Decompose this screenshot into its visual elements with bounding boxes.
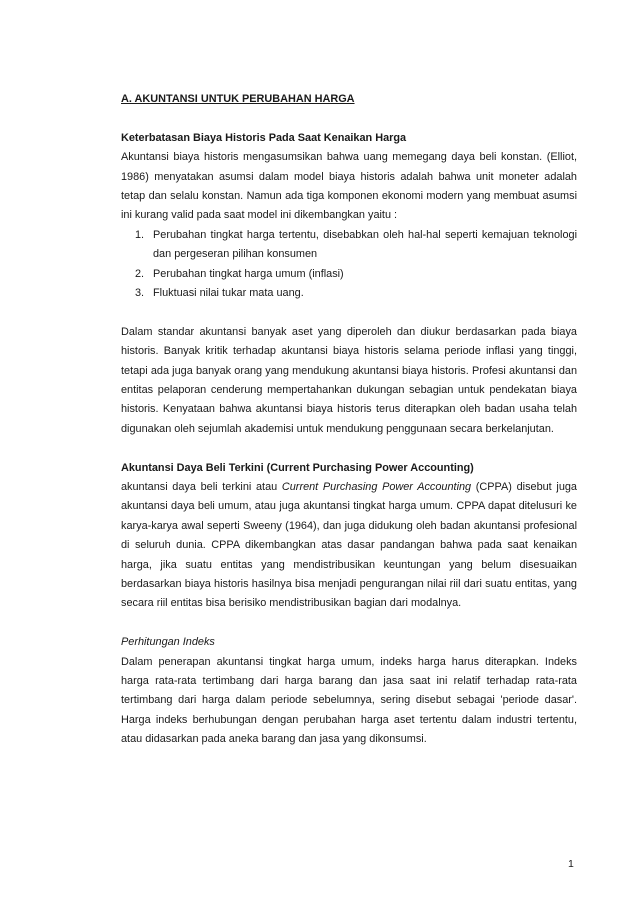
cppa-text-rest: (CPPA) disebut juga akuntansi daya beli umum, atau juga akuntansi tingkat harga umum. CPPA dapat ditelusuri ke karya-karya awal seperti Sweeny (1964), dan juga didukung oleh badan akuntansi profesional di seluruh dunia. CPPA dikembangkan atas dasar pandangan bahwa pada saat kenaikan harga, jika suatu entitas yang mendistribusikan keuntungan yang belum disesuaikan berdasarkan biaya historis hasilnya bisa menjadi pengurangan nilai riil dari suatu entitas, yang secara riil entitas bisa berisiko mendistribusikan bagian dari modalnya. (121, 481, 577, 610)
list-item (135, 284, 577, 303)
heading-cppa: Akuntansi Daya Beli Terkini (Current Purchasing Power Accounting) (121, 461, 474, 474)
list-item (135, 265, 577, 284)
paragraph-cppa (121, 478, 577, 614)
list-item-number: 1. (135, 228, 145, 241)
list-item-number: 2. (135, 267, 145, 280)
cppa-text-italic: Current Purchasing Power Accounting (281, 481, 472, 494)
section-title: A. AKUNTANSI UNTUK PERUBAHAN HARGA (121, 93, 355, 105)
heading-index-calculation: Perhitungan Indeks (121, 636, 215, 649)
list-item-number: 3. (135, 287, 145, 300)
economic-components-list (121, 226, 577, 304)
spacer (121, 439, 577, 458)
spacer (121, 109, 577, 128)
list-item (135, 226, 577, 265)
paragraph-accounting-standards: Dalam standar akuntansi banyak aset yang diperoleh dan diukur berdasarkan pada biaya historis. Banyak kritik terhadap akuntansi biaya historis selama periode inflasi yang tinggi, tetapi ada juga banyak orang yang mendukung akuntansi biaya historis. Profesi akuntansi dan entitas pelaporan cenderung mempertahankan dukungan sebagian untuk pendekatan biaya historis. Kenyataan bahwa akuntansi biaya historis terus diterapkan oleh badan usaha telah digunakan oleh sejumlah akademisi untuk mendukung penggunaan secara berkelanjutan. (121, 325, 577, 435)
spacer (121, 614, 577, 633)
heading-historical-cost-limits: Keterbatasan Biaya Historis Pada Saat Kenaikan Harga (121, 131, 407, 144)
list-item-text: Perubahan tingkat harga tertentu, disebabkan oleh hal-hal seperti kemajuan teknologi dan pergeseran pilihan konsumen (153, 228, 577, 261)
spacer (121, 303, 577, 322)
paragraph-index-calculation: Dalam penerapan akuntansi tingkat harga umum, indeks harga harus diterapkan. Indeks harga rata-rata tertimbang dari harga barang dan jasa saat ini relatif terhadap rata-rata tertimbang dari harga dalam periode sebelumnya, sering disebut sebagai 'periode dasar'. Harga indeks berhubungan dengan perubahan harga aset tertentu dalam industri tertentu, atau didasarkan pada aneka barang dan jasa yang dikonsumsi. (121, 655, 577, 746)
paragraph-historical-cost: Akuntansi biaya historis mengasumsikan bahwa uang memegang daya beli konstan. (Elliot, 1986) menyatakan asumsi dalam model biaya historis adalah bahwa unit moneter adalah tetap dan selalu konstan. Namun ada tiga komponen ekonomi modern yang membuat asumsi ini kurang valid pada saat model ini dikembangkan yaitu : (121, 151, 577, 222)
list-item-text: Perubahan tingkat harga umum (inflasi) (153, 267, 344, 280)
document-body (121, 90, 577, 750)
list-item-text: Fluktuasi nilai tukar mata uang. (153, 287, 304, 300)
cppa-text-start: akuntansi daya beli terkini atau (121, 481, 282, 494)
page-number: 1 (568, 858, 574, 870)
